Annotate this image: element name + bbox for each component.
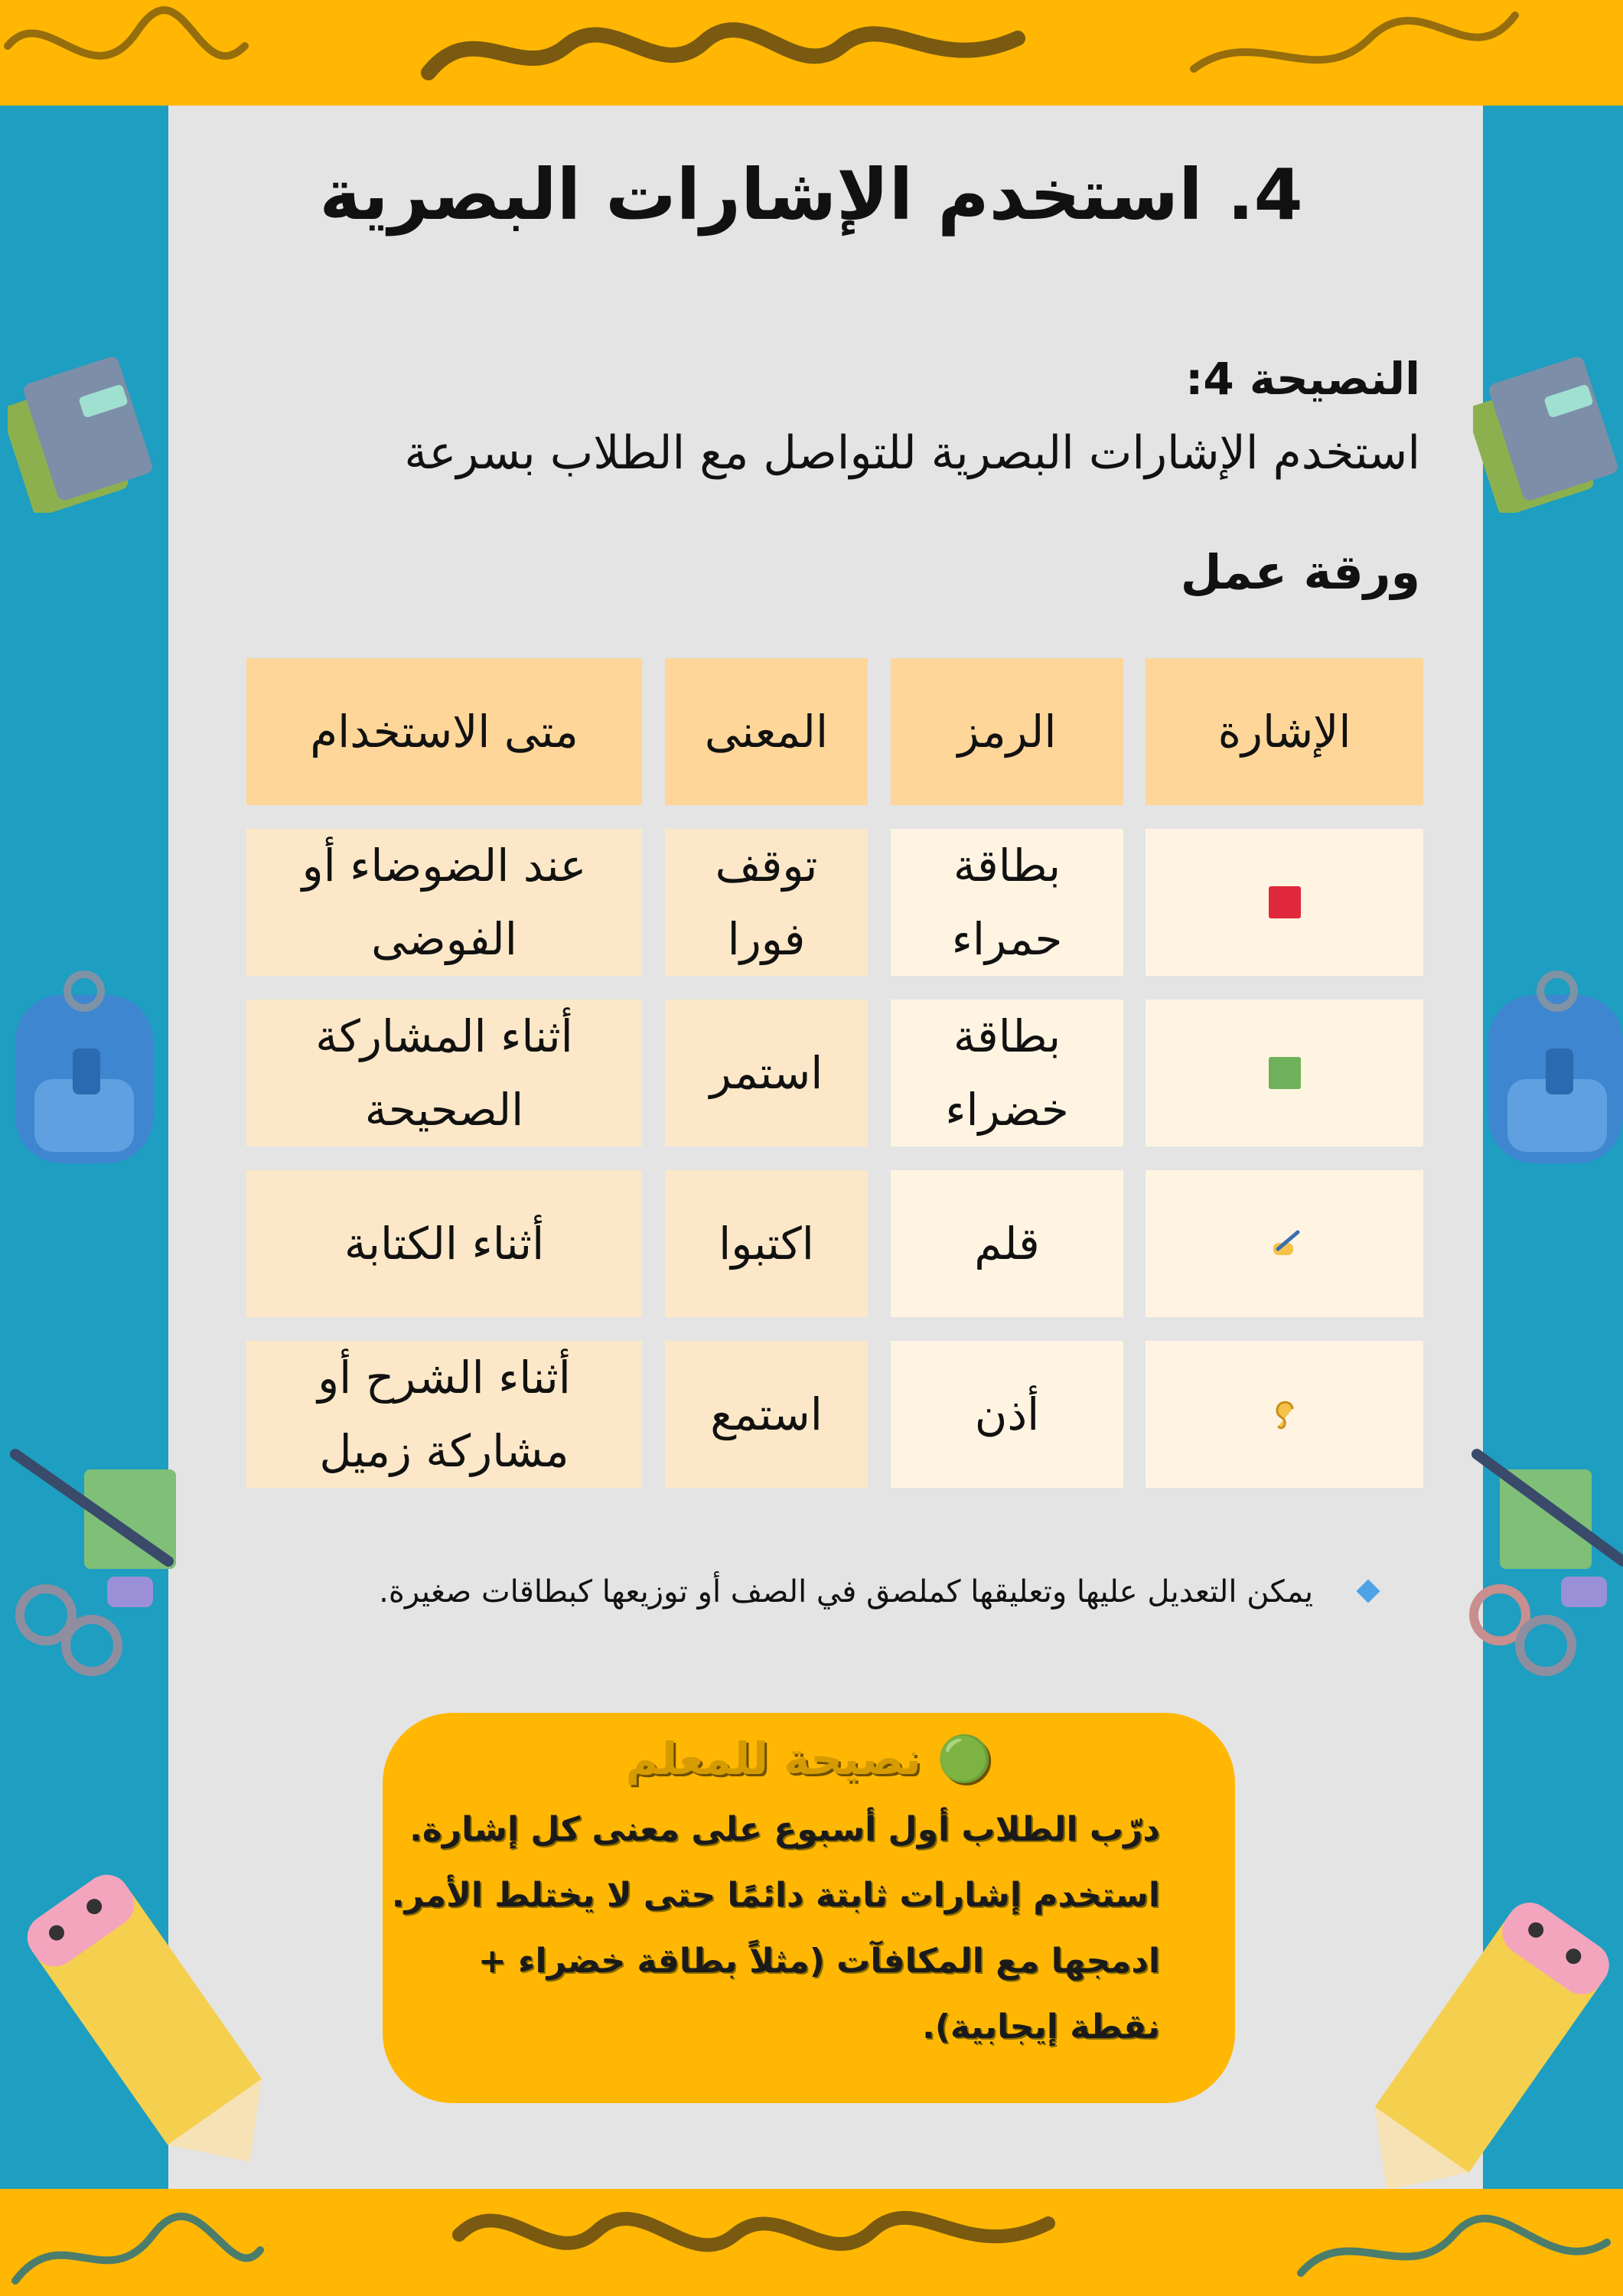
table-row-1-signal: [1146, 829, 1423, 976]
table-row-3-meaning: اكتبوا: [665, 1170, 868, 1317]
stationery-left-icon: [0, 1439, 176, 1684]
teacher-tip-line-2: استخدم إشارات ثابتة دائمًا حتى لا يختلط الأمر.: [391, 1876, 1160, 1915]
worksheet-label: ورقة عمل: [1180, 544, 1420, 600]
table-row-2-meaning: استمر: [665, 1000, 868, 1146]
table-row-1-meaning: توقف فورا: [665, 829, 868, 976]
table-row-1-symbol: بطاقة حمراء: [891, 829, 1123, 976]
teacher-tip-line-1: درّب الطلاب أول أسبوع على معنى كل إشارة.: [409, 1810, 1160, 1849]
teacher-tip-title: 🟢 نصيحة للمعلم: [625, 1733, 992, 1785]
usage-note: يمكن التعديل عليها وتعليقها كملصق في الصف أو توزيعها كبطاقات صغيرة.: [379, 1574, 1313, 1609]
page-title: 4. استخدم الإشارات البصرية: [319, 154, 1303, 236]
table-header-symbol: الرمز: [891, 658, 1123, 805]
table-row-3-symbol: قلم: [891, 1170, 1123, 1317]
table-row-1-when: عند الضوضاء أو الفوضى: [246, 829, 642, 976]
bottom-scribble-decoration: [0, 2189, 1623, 2296]
pencil-character-left-icon: [15, 1867, 306, 2189]
red-square-icon: [1269, 886, 1301, 918]
pencil-character-right-icon: [1347, 1898, 1623, 2189]
backpack-left-icon: [0, 964, 168, 1171]
table-row-3-when: أثناء الكتابة: [246, 1170, 642, 1317]
notebook-left-icon: [8, 344, 168, 513]
ear-icon: [1269, 1397, 1300, 1432]
table-row-4-symbol: أذن: [891, 1341, 1123, 1488]
table-row-2-symbol: بطاقة خضراء: [891, 1000, 1123, 1146]
top-scribble-decoration: [0, 0, 1623, 107]
backpack-right-icon: [1473, 964, 1623, 1171]
table-header-when: متى الاستخدام: [246, 658, 642, 805]
tip-description: استخدم الإشارات البصرية للتواصل مع الطلاب بسرعة: [404, 426, 1420, 480]
table-row-4-meaning: استمع: [665, 1341, 868, 1488]
tip-heading: النصيحة 4:: [1185, 353, 1420, 405]
table-row-2-signal: [1146, 1000, 1423, 1146]
table-row-2-when: أثناء المشاركة الصحيحة: [246, 1000, 642, 1146]
table-row-3-signal: [1146, 1170, 1423, 1317]
notebook-right-icon: [1473, 344, 1623, 513]
table-row-4-signal: [1146, 1341, 1423, 1488]
teacher-tip-line-3: ادمجها مع المكافآت (مثلاً بطاقة خضراء +: [477, 1942, 1160, 1981]
table-header-signal: الإشارة: [1146, 658, 1423, 805]
stationery-right-icon: [1454, 1439, 1623, 1684]
writing-hand-icon: [1267, 1226, 1302, 1261]
green-square-icon: [1269, 1057, 1301, 1089]
table-header-meaning: المعنى: [665, 658, 868, 805]
teacher-tip-line-4: نقطة إيجابية).: [922, 2007, 1160, 2047]
table-row-4-when: أثناء الشرح أو مشاركة زميل: [246, 1341, 642, 1488]
